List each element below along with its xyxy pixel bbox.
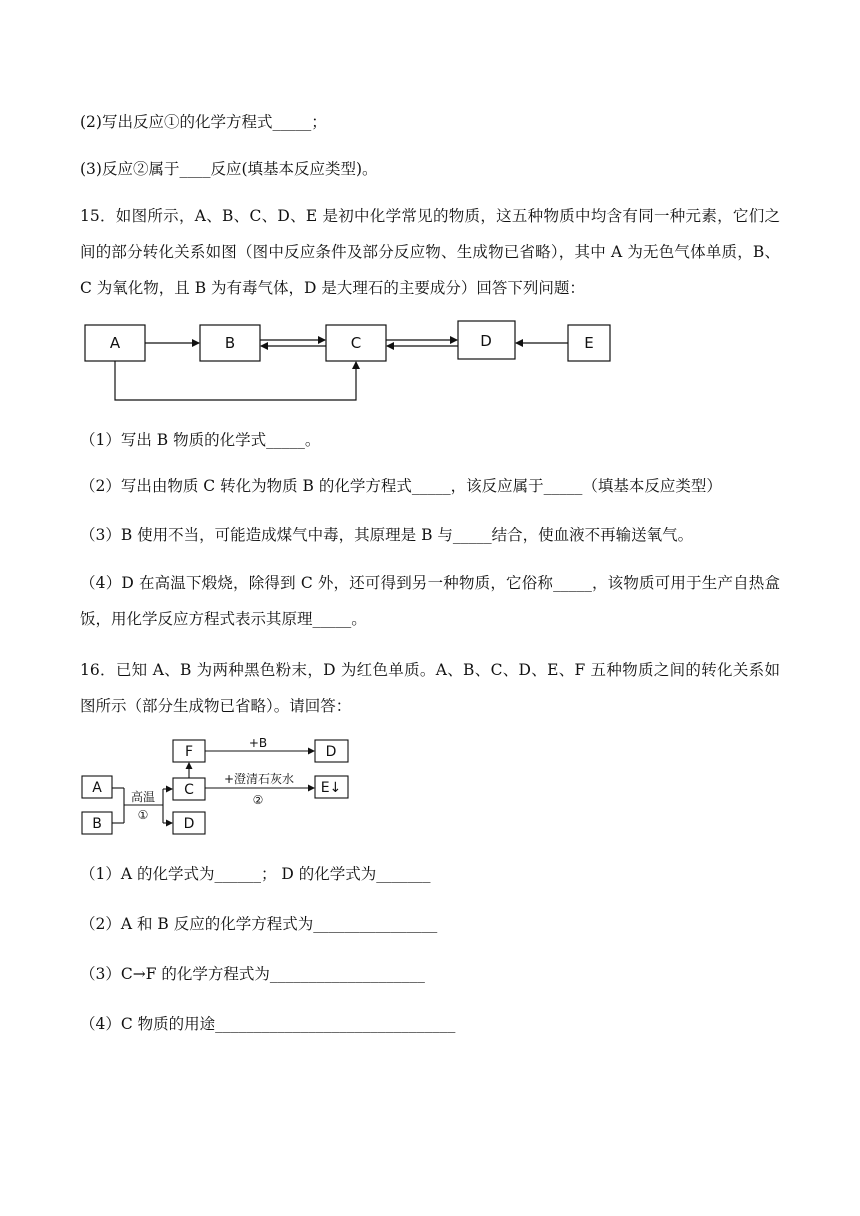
q15-sub3: （3）B 使用不当，可能造成煤气中毒，其原理是 B 与_____结合，使血液不再输送氧气。 bbox=[80, 526, 694, 544]
q16-label-f: F bbox=[184, 744, 194, 760]
q16-label-b: B bbox=[92, 816, 102, 832]
q16-diagram bbox=[80, 736, 370, 840]
q15-stem: 15．如图所示，A、B、C、D、E 是初中化学常见的物质，这五种物质中均含有同一种元素，它们之间的部分转化关系如图（图中反应条件及部分反应物、生成物已省略），其中 A 为无色气体单质，B、C 为氧化物，且 B 为有毒气体，D 是大理石的主要成分）回答下列问题： bbox=[80, 207, 780, 297]
q15-label-c: C bbox=[350, 334, 362, 352]
q16-sub3: （3）C→F 的化学方程式为____________________ bbox=[80, 965, 425, 983]
q16-label-a: A bbox=[92, 780, 102, 796]
q16-label-e: E↓ bbox=[320, 780, 342, 796]
q16-condition-circle1: ① bbox=[137, 808, 149, 822]
q15-label-b: B bbox=[224, 334, 236, 352]
q15-label-a: A bbox=[109, 334, 121, 352]
q15-sub4: （4）D 在高温下煅烧，除得到 C 外，还可得到另一种物质，它俗称_____，该物质可用于生产自热盒饭，用化学反应方程式表示其原理_____。 bbox=[80, 574, 780, 628]
q16-label-d-bottom: D bbox=[183, 816, 195, 832]
q16-condition-limewater: +澄清石灰水 bbox=[223, 772, 295, 786]
q15-arrow-a-c bbox=[115, 361, 356, 400]
q16-condition-plus-b: +B bbox=[248, 736, 268, 750]
q15-sub2: （2）写出由物质 C 转化为物质 B 的化学方程式_____，该反应属于_____（填基本反应类型） bbox=[80, 477, 722, 495]
q16-sub2: （2）A 和 B 反应的化学方程式为________________ bbox=[80, 915, 438, 933]
q16-sub4: （4）C 物质的用途_______________________________ bbox=[80, 1015, 456, 1033]
q15-sub1: （1）写出 B 物质的化学式_____。 bbox=[80, 431, 321, 449]
q16-condition-circle2: ② bbox=[252, 793, 264, 807]
q14-part2: (2)写出反应①的化学方程式_____； bbox=[80, 113, 327, 131]
q16-label-d-top: D bbox=[325, 744, 337, 760]
q15-label-e: E bbox=[584, 334, 594, 352]
q15-label-d: D bbox=[480, 332, 492, 350]
q15-diagram bbox=[80, 318, 620, 402]
q16-stem: 16．已知 A、B 为两种黑色粉末，D 为红色单质。A、B、C、D、E、F 五种物质之间的转化关系如图所示（部分生成物已省略）。请回答： bbox=[80, 661, 780, 715]
q16-sub1: （1）A 的化学式为______； D 的化学式为_______ bbox=[80, 865, 431, 883]
q16-label-c: C bbox=[184, 782, 194, 798]
q14-part3: (3)反应②属于____反应(填基本反应类型)。 bbox=[80, 160, 378, 178]
q16-condition-high-temp: 高温 bbox=[130, 790, 156, 804]
